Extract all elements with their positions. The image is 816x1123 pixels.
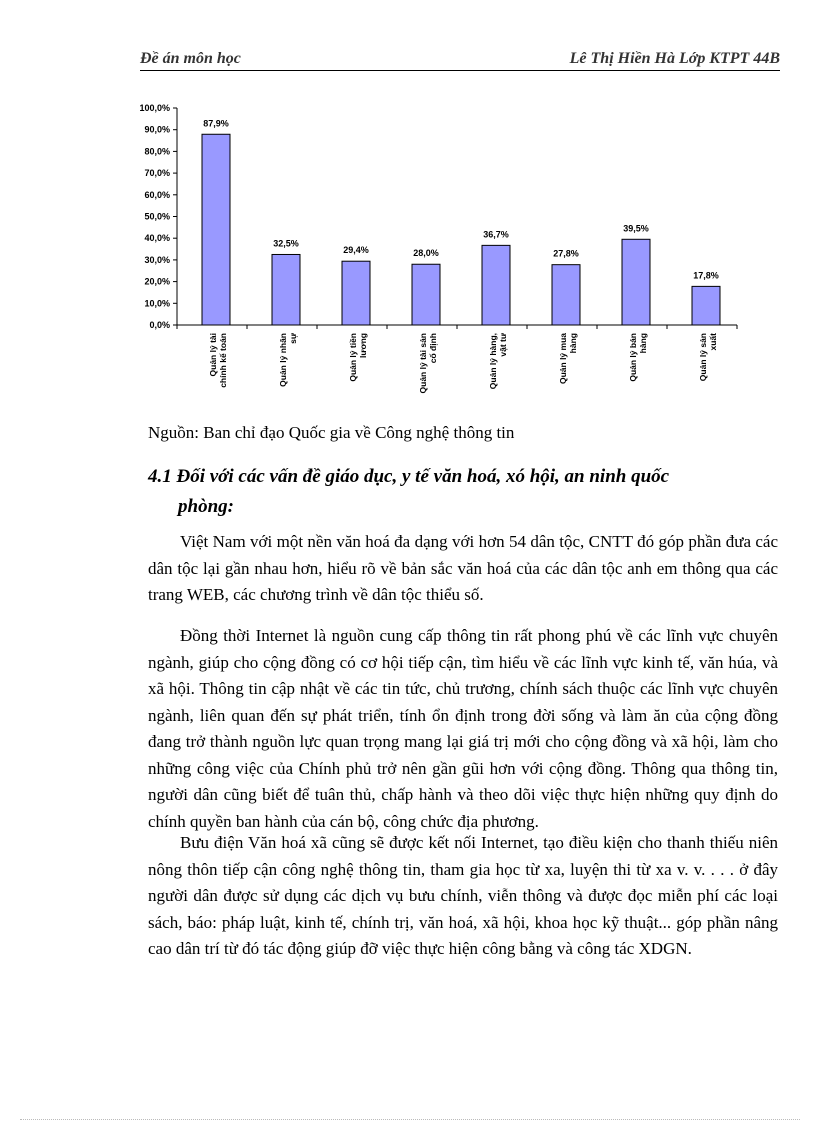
chart-source: Nguồn: Ban chỉ đạo Quốc gia về Công nghệ thông tin — [148, 423, 515, 442]
bar — [272, 254, 300, 325]
y-tick-label: 10,0% — [144, 298, 170, 309]
category-label-line: Quản lý hàng, — [488, 333, 498, 390]
category-label-line: cố định — [428, 333, 438, 364]
paragraph-2-text: Đồng thời Internet là nguồn cung cấp thông tin rất phong phú về các lĩnh vực chuyên ngành, giúp cho cộng đồng có cơ hội tiếp cận, tìm hiểu về các lĩnh vực kinh tế, văn húa, và xã hội. Thông tin cập nhật về các tin tức, chủ trương, chính sách thuộc các lĩnh vực chuyên ngành, liên quan đến sự phát triển, tính ổn định trong đời sống và làm ăn của cộng đồng đang trở thành nguồn lực quan trọng mang lại giá trị mới cho cộng đồng và xã hội, làm cho những công việc của Chính phủ trở nên gần gũi hơn với cộng đồng. Thông qua thông tin, người dân cũng biết để tuân thủ, chấp hành và theo dõi việc thực hiện những quy định do chính quyền ban hành của cán bộ, công chức địa phương. — [148, 626, 778, 831]
data-label: 32,5% — [273, 238, 299, 249]
category-label-line: hàng — [568, 333, 578, 354]
y-tick-label: 100,0% — [139, 103, 170, 113]
category-label-line: Quản lý bán — [628, 333, 638, 382]
category-label-line: lương — [358, 333, 368, 358]
y-tick-label: 70,0% — [144, 168, 170, 179]
y-tick-label: 50,0% — [144, 211, 170, 222]
bar — [482, 245, 510, 325]
data-label: 29,4% — [343, 245, 369, 256]
y-tick-label: 40,0% — [144, 233, 170, 244]
category-label — [488, 332, 508, 389]
paragraph-1-text: Việt Nam với một nền văn hoá đa dạng với hơn 54 dân tộc, CNTT đó góp phần đưa các dân tộc lại gần nhau hơn, hiểu rõ về bản sắc văn hoá của các dân tộc anh em thông qua các trang WEB, các chương trình về dân tộc thiểu số. — [148, 532, 778, 604]
category-label-line: xuất — [708, 333, 718, 351]
y-tick-label: 90,0% — [144, 124, 170, 135]
category-label-line: Quản lý tài sản — [418, 333, 428, 394]
category-label-line: vật tư — [498, 333, 508, 357]
category-label-line: Quản lý mua — [558, 333, 568, 385]
bar — [552, 265, 580, 325]
y-tick-label: 0,0% — [149, 320, 170, 330]
data-label: 28,0% — [413, 248, 439, 259]
bar — [622, 239, 650, 325]
y-tick-label: 30,0% — [144, 254, 170, 265]
data-label: 17,8% — [693, 270, 719, 281]
data-label: 87,9% — [203, 118, 229, 129]
data-label: 27,8% — [553, 248, 579, 259]
bar — [202, 134, 230, 325]
category-label-line: sự — [288, 333, 298, 344]
data-label: 36,7% — [483, 229, 509, 240]
category-label — [348, 333, 368, 382]
page-header — [140, 48, 780, 71]
y-tick-label: 80,0% — [144, 146, 170, 157]
paragraph-3 — [148, 830, 778, 963]
category-label — [278, 332, 298, 387]
y-tick-label: 20,0% — [144, 276, 170, 287]
header-course: Đề án môn học — [140, 50, 241, 67]
category-label — [418, 333, 438, 393]
data-label: 39,5% — [623, 223, 649, 234]
paragraph-3-text: Bưu điện Văn hoá xã cũng sẽ được kết nối Internet, tạo điều kiện cho thanh thiếu niên nông thôn tiếp cận công nghệ thông tin, tham gia học từ xa, luyện thi từ xa v. v. . . . ở đây người dân được sử dụng các dịch vụ bưu chính, viễn thông và được đọc miễn phí các loại sách, báo: pháp luật, kinh tế, chính trị, văn hoá, xã hội, khoa học kỹ thuật... góp phần nâng cao dân trí từ đó tác động giúp đỡ việc thực hiện công bằng và công tác XDGN. — [148, 833, 778, 958]
section-heading — [148, 462, 748, 522]
bar-chart — [120, 95, 740, 415]
category-label-line: hàng — [638, 333, 648, 354]
bar — [692, 286, 720, 325]
category-label — [558, 333, 578, 384]
category-label — [208, 333, 228, 388]
paragraph-1 — [148, 529, 778, 609]
bar — [342, 261, 370, 325]
category-label — [698, 333, 718, 381]
category-label-line: Quản lý nhân — [278, 333, 288, 387]
category-label-line: Quản lý tài — [208, 333, 218, 377]
paragraph-2 — [148, 623, 778, 835]
bar — [412, 264, 440, 325]
section-heading-line1: 4.1 Đối với các vấn đề giáo dục, y tế văn hoá, xó hội, an ninh quốc — [148, 466, 670, 487]
section-heading-line2: phòng: — [178, 496, 234, 517]
header-author: Lê Thị Hiền Hà Lớp KTPT 44B — [569, 50, 780, 67]
footer-divider — [20, 1119, 800, 1120]
y-tick-label: 60,0% — [144, 189, 170, 200]
category-label — [628, 333, 648, 382]
category-label-line: Quản lý sản — [698, 333, 708, 382]
category-label-line: chính kế toán — [218, 333, 228, 388]
category-label-line: Quản lý tiền — [348, 333, 358, 382]
